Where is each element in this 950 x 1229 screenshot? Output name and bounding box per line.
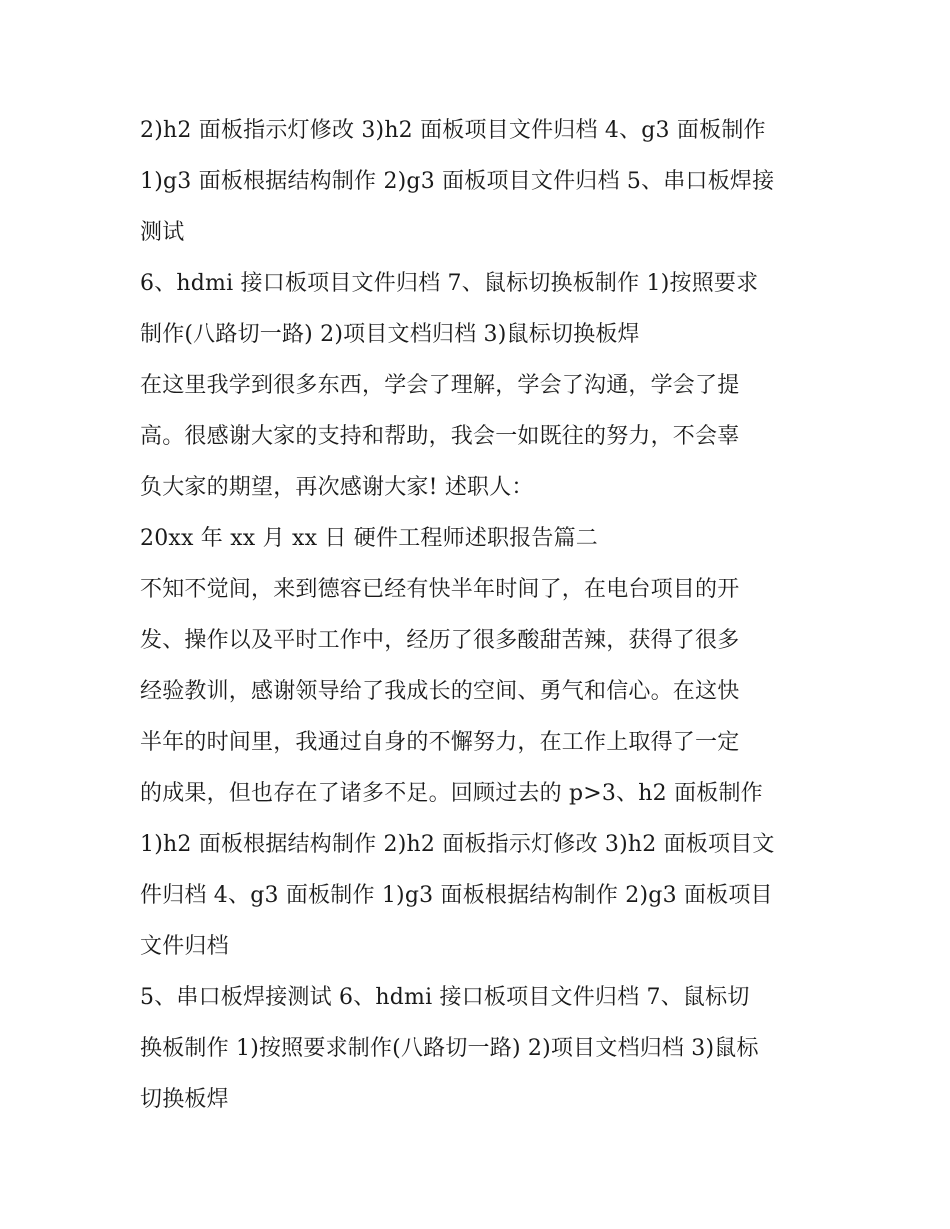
text-line: 半年的时间里，我通过自身的不懈努力，在工作上取得了一定	[140, 730, 740, 755]
document-body	[140, 105, 820, 1125]
section-heading: 20xx 年 xx 月 xx 日 硬件工程师述职报告篇二	[140, 526, 598, 551]
text-line: 经验教训，感谢领导给了我成长的空间、勇气和信心。在这快	[140, 679, 740, 704]
text-line: 6、hdmi 接口板项目文件归档 7、鼠标切换板制作 1)按照要求	[140, 271, 759, 296]
text-line: 换板制作 1)按照要求制作(八路切一路) 2)项目文档归档 3)鼠标	[140, 1036, 759, 1061]
text-line: 文件归档	[140, 934, 229, 959]
text-line: 5、串口板焊接测试 6、hdmi 接口板项目文件归档 7、鼠标切	[140, 985, 750, 1010]
text-line: 的成果，但也存在了诸多不足。回顾过去的 p>3、h2 面板制作	[140, 781, 763, 806]
text-line: 不知不觉间，来到德容已经有快半年时间了，在电台项目的开	[140, 577, 740, 602]
text-line: 件归档 4、g3 面板制作 1)g3 面板根据结构制作 2)g3 面板项目	[140, 883, 773, 908]
text-line: 测试	[140, 220, 185, 245]
text-line: 制作(八路切一路) 2)项目文档归档 3)鼠标切换板焊	[140, 322, 640, 347]
text-line: 2)h2 面板指示灯修改 3)h2 面板项目文件归档 4、g3 面板制作	[140, 118, 766, 143]
text-line: 高。很感谢大家的支持和帮助，我会一如既往的努力，不会辜	[140, 424, 740, 449]
text-line: 在这里我学到很多东西，学会了理解，学会了沟通，学会了提	[140, 373, 740, 398]
text-line: 1)g3 面板根据结构制作 2)g3 面板项目文件归档 5、串口板焊接	[140, 169, 775, 194]
text-line: 发、操作以及平时工作中，经历了很多酸甜苦辣，获得了很多	[140, 628, 740, 653]
text-line: 1)h2 面板根据结构制作 2)h2 面板指示灯修改 3)h2 面板项目文	[140, 832, 775, 857]
text-line: 切换板焊	[140, 1087, 229, 1112]
text-line: 负大家的期望，再次感谢大家! 述职人：	[140, 475, 534, 500]
